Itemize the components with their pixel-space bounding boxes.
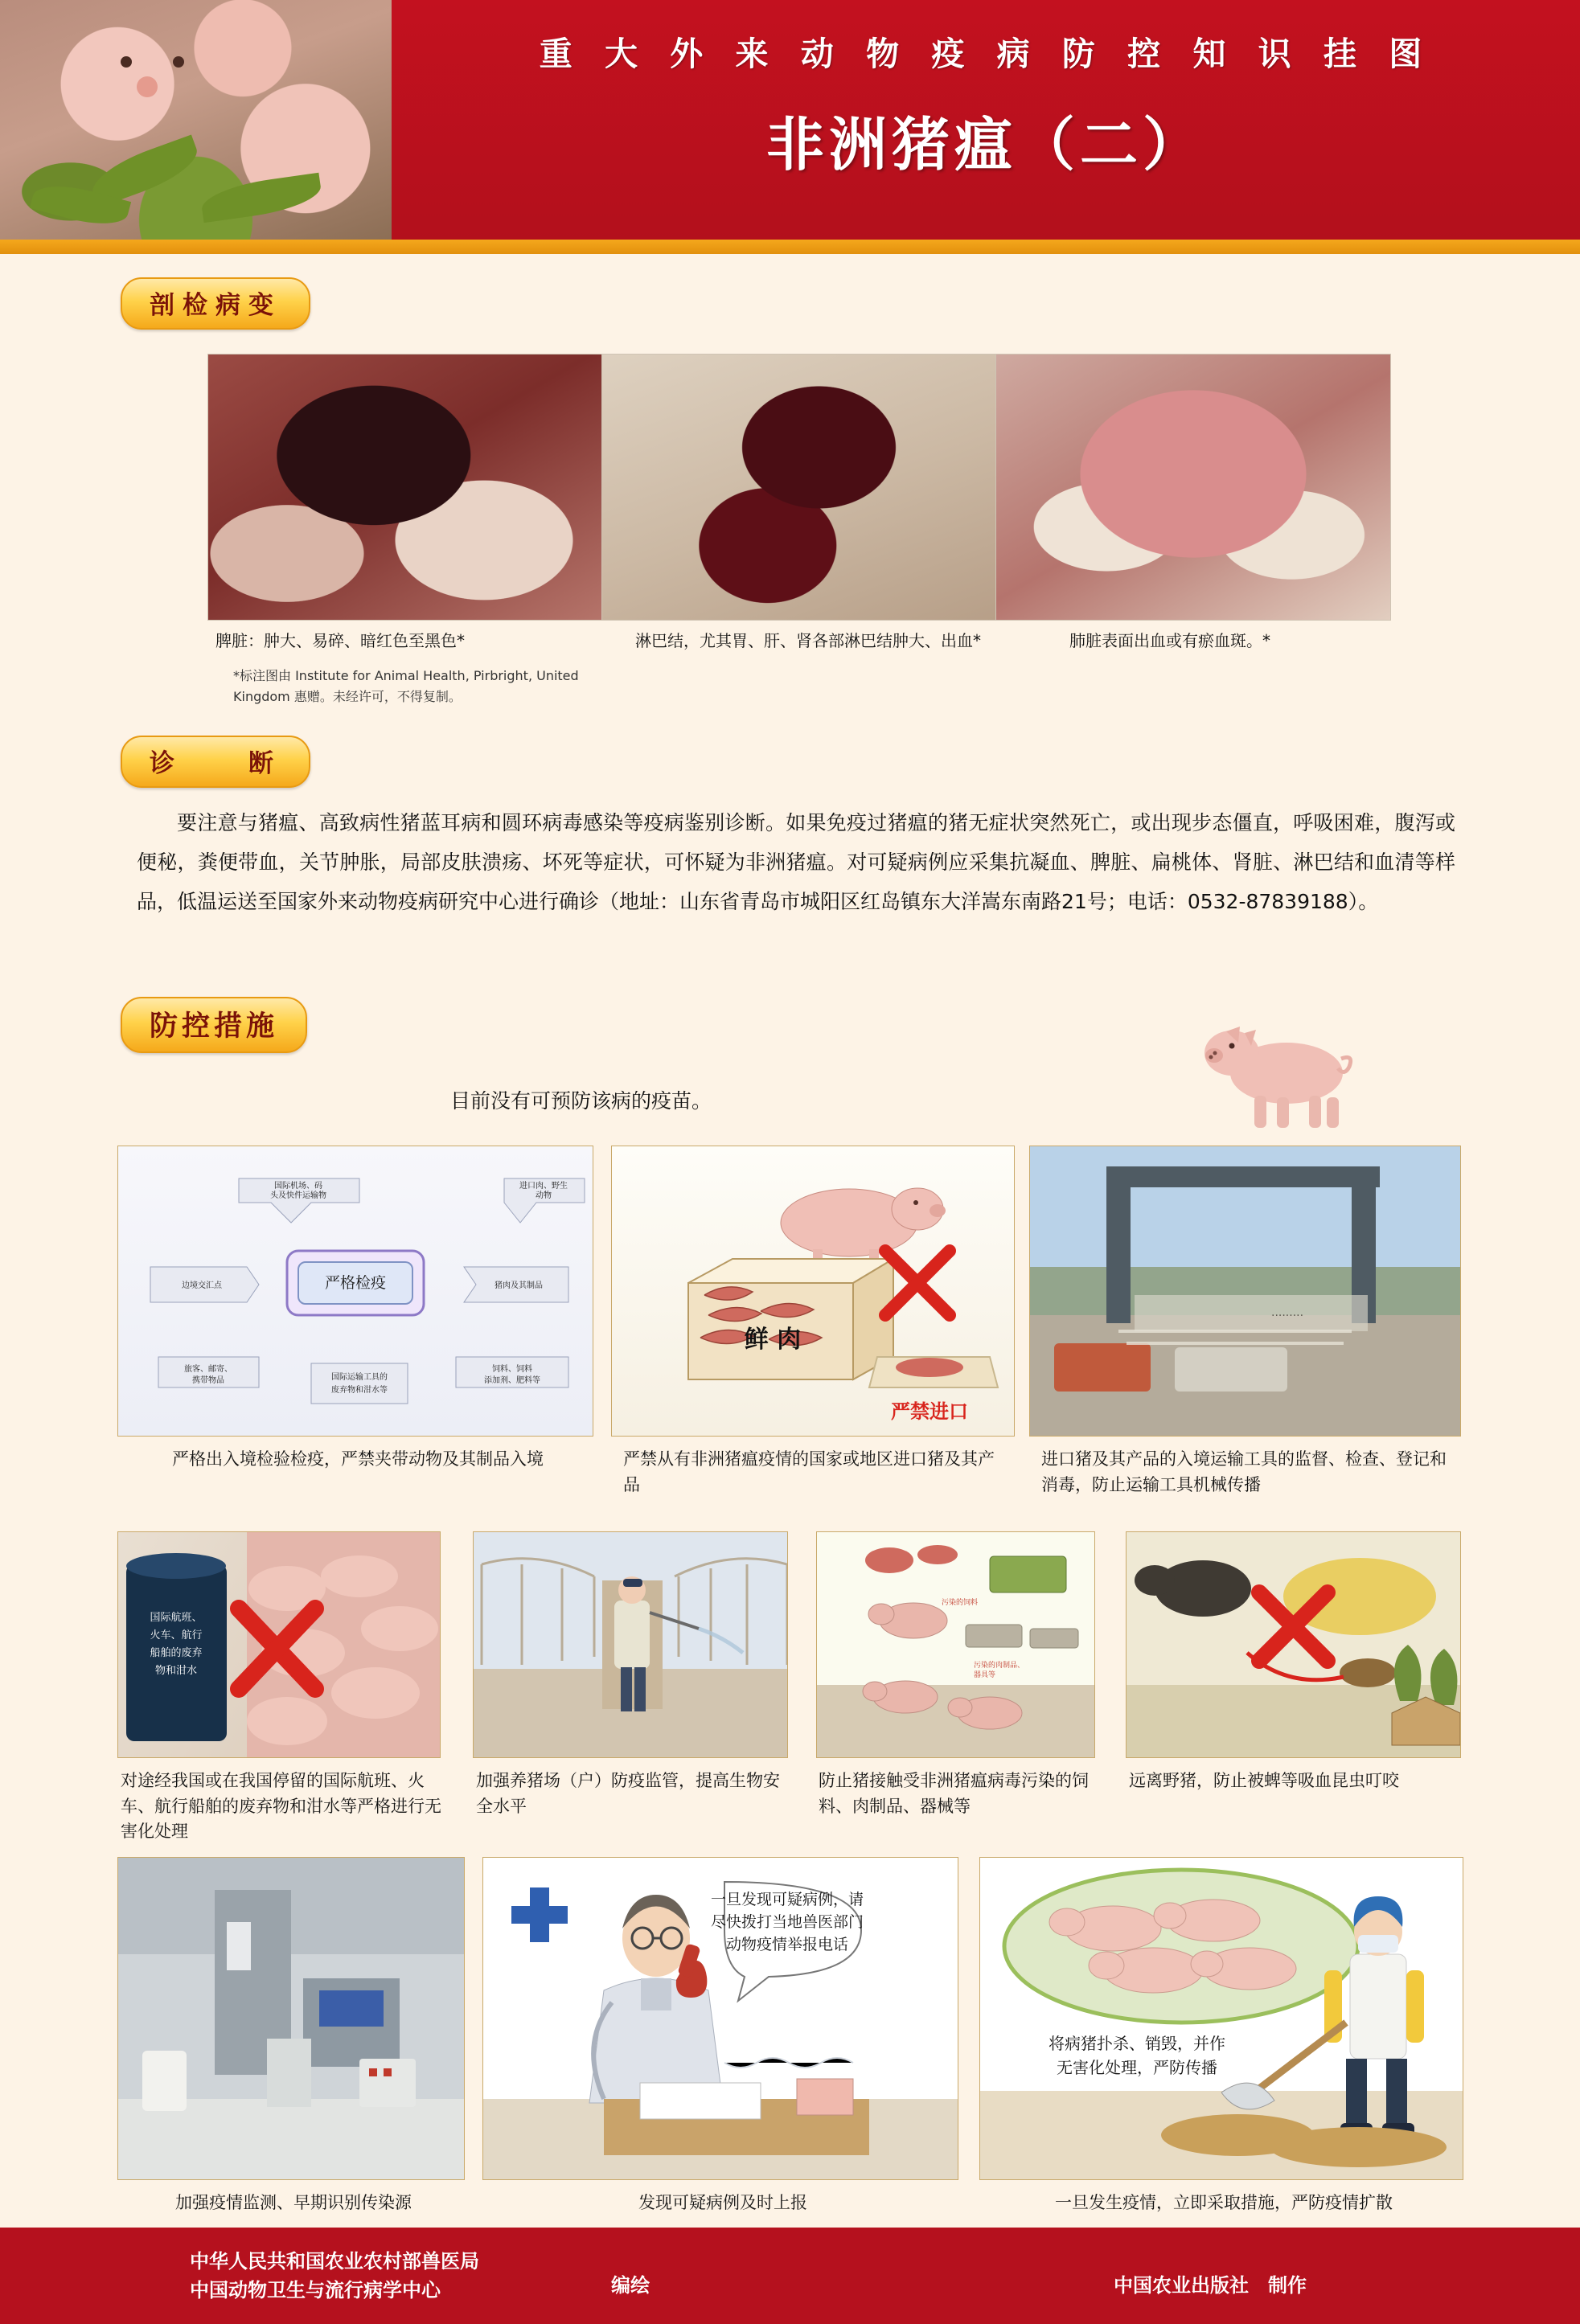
farm-disinfection-photo xyxy=(473,1531,788,1758)
contaminated-feed-illustration xyxy=(816,1531,1095,1758)
svg-text:猪肉及其制品: 猪肉及其制品 xyxy=(495,1281,543,1290)
svg-text:国际航班、: 国际航班、 xyxy=(150,1612,203,1624)
vaccine-note: 目前没有可预防该病的疫苗。 xyxy=(450,1089,712,1113)
svg-text:国际机场、码: 国际机场、码 xyxy=(274,1182,322,1191)
panel-caption-wild-boar: 远离野猪，防止被蜱等吸血昆虫叮咬 xyxy=(1129,1771,1399,1790)
footer-organizations xyxy=(190,2247,479,2305)
necropsy-credit-note: *标注图由 Institute for Animal Health, Pirbright, United Kingdom 惠赠。未经许可，不得复制。 xyxy=(233,668,579,704)
svg-text:边境交汇点: 边境交汇点 xyxy=(182,1281,222,1290)
spleen-lesion-photo xyxy=(207,354,603,621)
header-title-block xyxy=(392,0,1580,240)
strict-quarantine-flowchart xyxy=(117,1146,593,1437)
svg-text:动物: 动物 xyxy=(536,1191,552,1200)
panel-caption-vehicle-disinfection: 进口猪及其产品的入境运输工具的监督、检查、登记和消毒，防止运输工具机械传播 xyxy=(1041,1449,1447,1494)
footer-publisher: 中国农业出版社 制作 xyxy=(1114,2274,1307,2297)
diagnosis-paragraph: 要注意与猪瘟、高致病性猪蓝耳病和圆环病毒感染等疫病鉴别诊断。如果免疫过猪瘟的猪无症状突然死亡，或出现步态僵直，呼吸困难，腹泻或便秘，粪便带血，关节肿胀，局部皮肤溃疡、坏死等症状，可怀疑为非洲猪瘟。对可疑病例应采集抗凝血、脾脏、扁桃体、肾脏、淋巴结和血清等样品，低温运送至国家外来动物疫病研究中心进行确诊（地址：山东省青岛市城阳区红岛镇东大洋嵩东南路21号；电话：0532-87839188）。 xyxy=(137,811,1455,913)
international-waste-illustration xyxy=(117,1531,441,1758)
necropsy-caption-1: 脾脏：肿大、易碎、暗红色至黑色* xyxy=(215,631,465,650)
necropsy-caption-2: 淋巴结，尤其胃、肝、肾各部淋巴结肿大、出血* xyxy=(635,631,981,650)
panel-caption-surveillance: 加强疫情监测、早期识别传染源 xyxy=(175,2193,412,2212)
diagnosis-title-label: 诊 断 xyxy=(121,736,310,788)
svg-text:无害化处理，严防传播: 无害化处理，严防传播 xyxy=(1057,2058,1217,2077)
report-case-illustration xyxy=(482,1857,958,2180)
svg-text:·········: ········· xyxy=(1271,1310,1304,1322)
wild-boar-tick-illustration xyxy=(1126,1531,1461,1758)
panel-caption-farm-biosecurity: 加强养猪场（户）防疫监管，提高生物安全水平 xyxy=(476,1771,780,1816)
laboratory-testing-photo xyxy=(117,1857,465,2180)
culling-illustration xyxy=(979,1857,1463,2180)
necropsy-title-label: 剖检病变 xyxy=(121,277,310,330)
svg-text:一旦发现可疑病例，请: 一旦发现可疑病例，请 xyxy=(710,1891,864,1908)
panel-caption-import-ban: 严禁从有非洲猪瘟疫情的国家或地区进口猪及其产品 xyxy=(623,1449,995,1494)
poster-title: 非洲猪瘟（二） xyxy=(765,111,1205,178)
svg-text:鲜 肉: 鲜 肉 xyxy=(744,1326,802,1354)
piglets-photo xyxy=(0,0,392,240)
svg-text:添加剂、肥料等: 添加剂、肥料等 xyxy=(484,1376,540,1385)
svg-text:尽快拨打当地兽医部门: 尽快拨打当地兽医部门 xyxy=(710,1913,864,1931)
svg-text:携带物品: 携带物品 xyxy=(192,1376,224,1385)
poster-footer xyxy=(0,2228,1580,2324)
necropsy-caption-3: 肺脏表面出血或有瘀血斑。* xyxy=(1069,631,1270,650)
section-title-measures xyxy=(121,997,307,1053)
section-title-diagnosis xyxy=(121,736,310,788)
panel-caption-report-case: 发现可疑病例及时上报 xyxy=(638,2193,807,2212)
lung-lesion-photo xyxy=(995,354,1391,621)
svg-text:将病猪扑杀、销毁，并作: 将病猪扑杀、销毁，并作 xyxy=(1049,2034,1225,2053)
svg-text:饲料、饲料: 饲料、饲料 xyxy=(492,1365,532,1374)
panel-caption-feed-contact: 防止猪接触受非洲猪瘟病毒污染的饲料、肉制品、器械等 xyxy=(819,1771,1089,1816)
svg-text:严格检疫: 严格检疫 xyxy=(324,1274,387,1292)
vehicle-disinfection-photo xyxy=(1029,1146,1461,1437)
svg-text:污染的肉制品、: 污染的肉制品、 xyxy=(974,1662,1025,1670)
svg-text:旅客、邮寄、: 旅客、邮寄、 xyxy=(184,1365,232,1374)
svg-text:头及快件运输物: 头及快件运输物 xyxy=(270,1191,326,1200)
section-title-necropsy xyxy=(121,277,310,330)
svg-text:器具等: 器具等 xyxy=(974,1671,996,1679)
svg-text:物和泔水: 物和泔水 xyxy=(154,1665,198,1677)
svg-text:国际运输工具的: 国际运输工具的 xyxy=(331,1373,388,1382)
no-pork-import-illustration xyxy=(611,1146,1015,1437)
svg-text:进口肉、野生: 进口肉、野生 xyxy=(519,1182,568,1191)
panel-caption-border-inspection: 严格出入境检验检疫，严禁夹带动物及其制品入境 xyxy=(172,1449,544,1469)
svg-text:污染的饲料: 污染的饲料 xyxy=(942,1599,979,1607)
footer-role: 编绘 xyxy=(611,2274,650,2297)
svg-text:船舶的废弃: 船舶的废弃 xyxy=(150,1647,203,1659)
panel-caption-culling: 一旦发生疫情，立即采取措施，严防疫情扩散 xyxy=(1055,2193,1393,2212)
svg-text:动物疫情举报电话: 动物疫情举报电话 xyxy=(725,1936,849,1953)
footer-org-line-2: 中国动物卫生与流行病学中心 xyxy=(190,2279,441,2301)
poster-header xyxy=(0,0,1580,240)
banner-title: 重 大 外 来 动 物 疫 病 防 控 知 识 挂 图 xyxy=(539,35,1433,73)
svg-text:火车、航行: 火车、航行 xyxy=(150,1629,203,1642)
svg-text:严禁进口: 严禁进口 xyxy=(891,1400,968,1423)
svg-text:废弃物和泔水等: 废弃物和泔水等 xyxy=(331,1386,388,1395)
gold-divider xyxy=(0,240,1580,254)
pig-illustration xyxy=(1190,1009,1375,1129)
panel-caption-waste-treatment: 对途经我国或在我国停留的国际航班、火车、航行船舶的废弃物和泔水等严格进行无害化处理 xyxy=(121,1771,441,1841)
necropsy-image-row xyxy=(207,354,1389,619)
lymph-node-lesion-photo xyxy=(601,354,997,621)
footer-org-line-1: 中华人民共和国农业农村部兽医局 xyxy=(190,2250,479,2273)
diagnosis-body xyxy=(137,804,1455,921)
measures-title-label: 防控措施 xyxy=(121,997,307,1053)
